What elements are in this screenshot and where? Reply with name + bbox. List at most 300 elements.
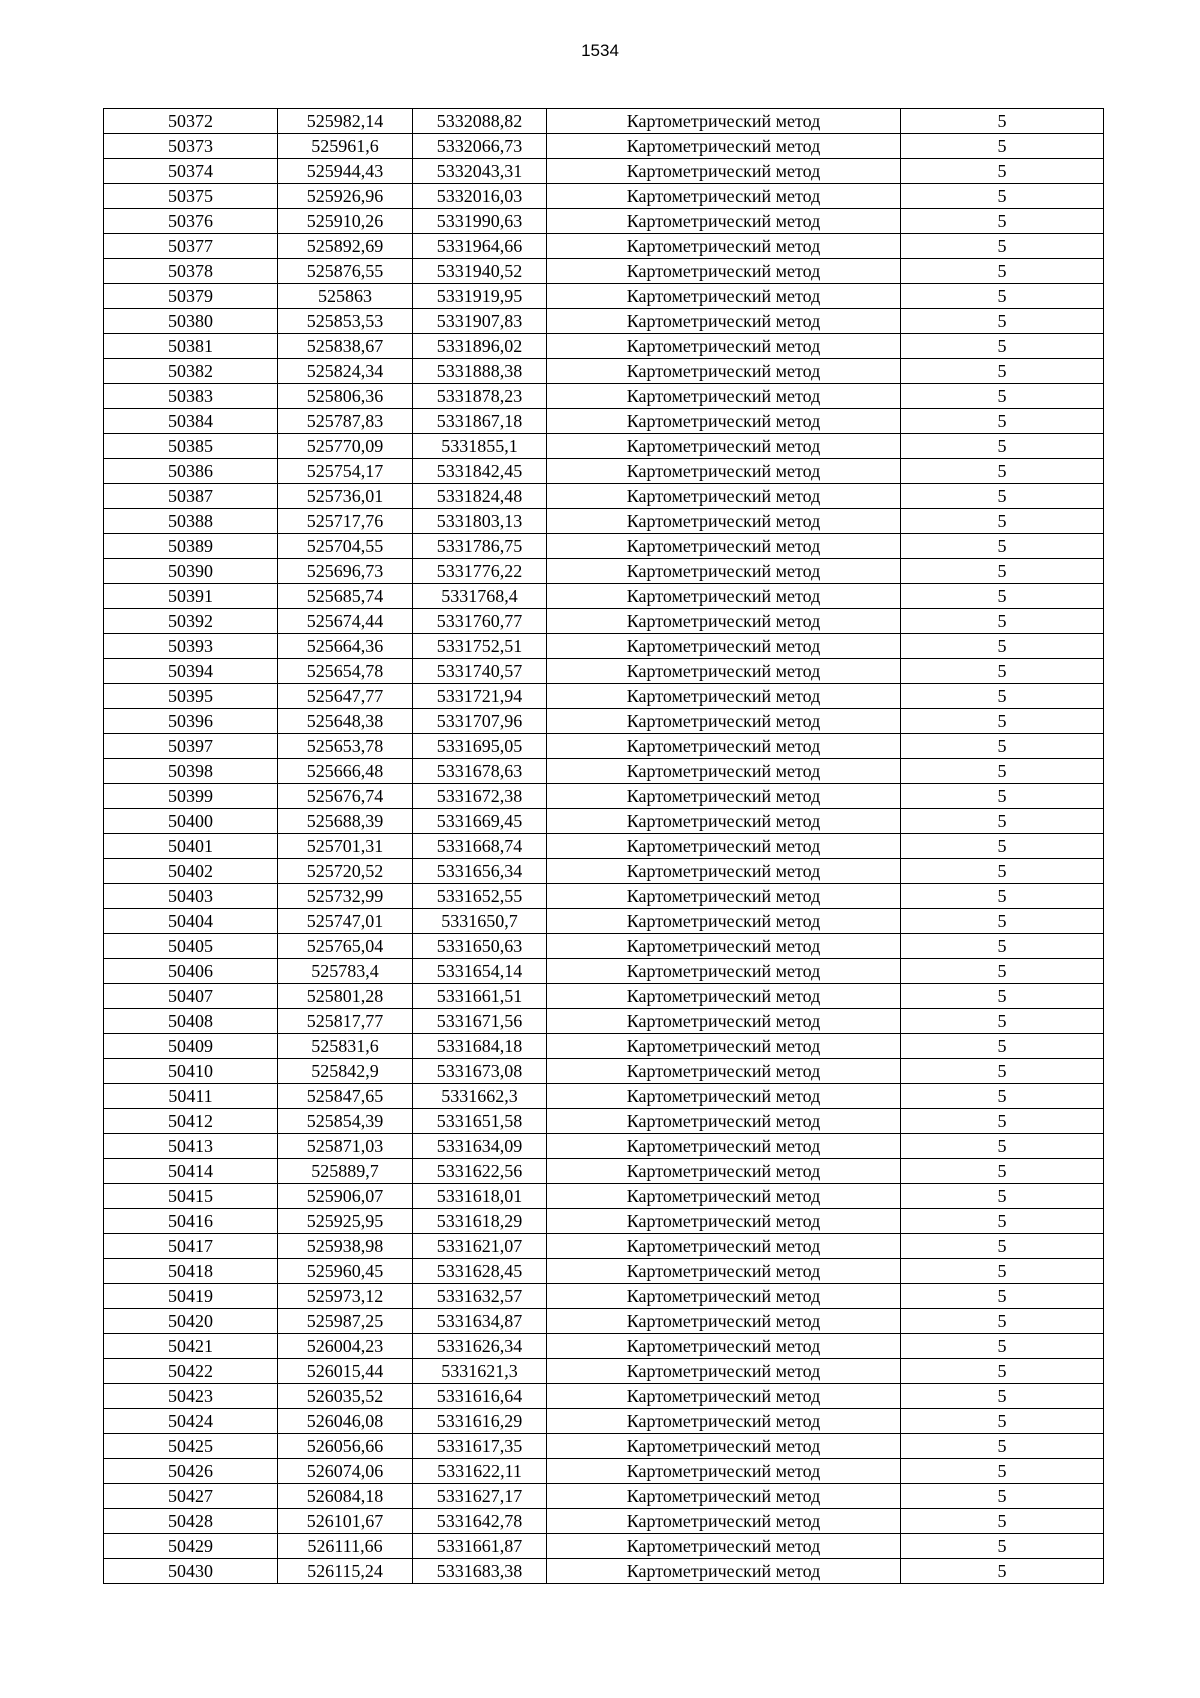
point-number-cell: 50386	[104, 459, 278, 484]
y-coordinate-cell: 5331867,18	[413, 409, 547, 434]
y-coordinate-cell: 5331634,09	[413, 1134, 547, 1159]
x-coordinate-cell: 526101,67	[278, 1509, 413, 1534]
x-coordinate-cell: 525648,38	[278, 709, 413, 734]
accuracy-cell: 5	[901, 559, 1104, 584]
table-row	[104, 1259, 1104, 1284]
accuracy-cell: 5	[901, 1234, 1104, 1259]
table-row	[104, 784, 1104, 809]
x-coordinate-cell: 526004,23	[278, 1334, 413, 1359]
y-coordinate-cell: 5331618,01	[413, 1184, 547, 1209]
table-row	[104, 1459, 1104, 1484]
point-number-cell: 50397	[104, 734, 278, 759]
table-row	[104, 434, 1104, 459]
point-number-cell: 50414	[104, 1159, 278, 1184]
point-number-cell: 50372	[104, 109, 278, 134]
accuracy-cell: 5	[901, 1059, 1104, 1084]
point-number-cell: 50393	[104, 634, 278, 659]
y-coordinate-cell: 5331855,1	[413, 434, 547, 459]
point-number-cell: 50400	[104, 809, 278, 834]
x-coordinate-cell: 525876,55	[278, 259, 413, 284]
y-coordinate-cell: 5331622,56	[413, 1159, 547, 1184]
x-coordinate-cell: 525817,77	[278, 1009, 413, 1034]
table-row	[104, 559, 1104, 584]
x-coordinate-cell: 526115,24	[278, 1559, 413, 1584]
table-row	[104, 1034, 1104, 1059]
x-coordinate-cell: 525787,83	[278, 409, 413, 434]
x-coordinate-cell: 525747,01	[278, 909, 413, 934]
accuracy-cell: 5	[901, 759, 1104, 784]
y-coordinate-cell: 5331964,66	[413, 234, 547, 259]
table-row	[104, 1409, 1104, 1434]
method-cell: Картометрический метод	[547, 259, 901, 284]
table-row	[104, 159, 1104, 184]
method-cell: Картометрический метод	[547, 284, 901, 309]
point-number-cell: 50424	[104, 1409, 278, 1434]
method-cell: Картометрический метод	[547, 834, 901, 859]
y-coordinate-cell: 5331671,56	[413, 1009, 547, 1034]
table-row	[104, 109, 1104, 134]
table-row	[104, 484, 1104, 509]
table-row	[104, 1434, 1104, 1459]
x-coordinate-cell: 525987,25	[278, 1309, 413, 1334]
accuracy-cell: 5	[901, 609, 1104, 634]
table-row	[104, 684, 1104, 709]
method-cell: Картометрический метод	[547, 584, 901, 609]
y-coordinate-cell: 5331803,13	[413, 509, 547, 534]
x-coordinate-cell: 525938,98	[278, 1234, 413, 1259]
point-number-cell: 50420	[104, 1309, 278, 1334]
x-coordinate-cell: 525654,78	[278, 659, 413, 684]
y-coordinate-cell: 5331721,94	[413, 684, 547, 709]
x-coordinate-cell: 525838,67	[278, 334, 413, 359]
y-coordinate-cell: 5331760,77	[413, 609, 547, 634]
method-cell: Картометрический метод	[547, 434, 901, 459]
accuracy-cell: 5	[901, 859, 1104, 884]
table-row	[104, 284, 1104, 309]
method-cell: Картометрический метод	[547, 1284, 901, 1309]
method-cell: Картометрический метод	[547, 1384, 901, 1409]
accuracy-cell: 5	[901, 909, 1104, 934]
point-number-cell: 50404	[104, 909, 278, 934]
x-coordinate-cell: 525847,65	[278, 1084, 413, 1109]
accuracy-cell: 5	[901, 1109, 1104, 1134]
method-cell: Картометрический метод	[547, 559, 901, 584]
y-coordinate-cell: 5331707,96	[413, 709, 547, 734]
accuracy-cell: 5	[901, 734, 1104, 759]
accuracy-cell: 5	[901, 659, 1104, 684]
method-cell: Картометрический метод	[547, 634, 901, 659]
point-number-cell: 50416	[104, 1209, 278, 1234]
method-cell: Картометрический метод	[547, 134, 901, 159]
y-coordinate-cell: 5331642,78	[413, 1509, 547, 1534]
accuracy-cell: 5	[901, 259, 1104, 284]
accuracy-cell: 5	[901, 434, 1104, 459]
x-coordinate-cell: 525853,53	[278, 309, 413, 334]
point-number-cell: 50405	[104, 934, 278, 959]
table-row	[104, 859, 1104, 884]
accuracy-cell: 5	[901, 309, 1104, 334]
x-coordinate-cell: 525685,74	[278, 584, 413, 609]
method-cell: Картометрический метод	[547, 1184, 901, 1209]
accuracy-cell: 5	[901, 1184, 1104, 1209]
x-coordinate-cell: 525653,78	[278, 734, 413, 759]
method-cell: Картометрический метод	[547, 1309, 901, 1334]
x-coordinate-cell: 525926,96	[278, 184, 413, 209]
point-number-cell: 50394	[104, 659, 278, 684]
accuracy-cell: 5	[901, 1359, 1104, 1384]
table-row	[104, 809, 1104, 834]
point-number-cell: 50381	[104, 334, 278, 359]
accuracy-cell: 5	[901, 284, 1104, 309]
accuracy-cell: 5	[901, 484, 1104, 509]
point-number-cell: 50389	[104, 534, 278, 559]
point-number-cell: 50374	[104, 159, 278, 184]
method-cell: Картометрический метод	[547, 509, 901, 534]
x-coordinate-cell: 525906,07	[278, 1184, 413, 1209]
method-cell: Картометрический метод	[547, 1359, 901, 1384]
method-cell: Картометрический метод	[547, 209, 901, 234]
x-coordinate-cell: 525871,03	[278, 1134, 413, 1159]
table-row	[104, 1359, 1104, 1384]
table-row	[104, 384, 1104, 409]
method-cell: Картометрический метод	[547, 1409, 901, 1434]
method-cell: Картометрический метод	[547, 159, 901, 184]
point-number-cell: 50419	[104, 1284, 278, 1309]
x-coordinate-cell: 525736,01	[278, 484, 413, 509]
coordinates-table	[103, 108, 1104, 1584]
x-coordinate-cell: 525717,76	[278, 509, 413, 534]
point-number-cell: 50377	[104, 234, 278, 259]
method-cell: Картометрический метод	[547, 1159, 901, 1184]
method-cell: Картометрический метод	[547, 1484, 901, 1509]
method-cell: Картометрический метод	[547, 1534, 901, 1559]
y-coordinate-cell: 5331752,51	[413, 634, 547, 659]
accuracy-cell: 5	[901, 1559, 1104, 1584]
table-row	[104, 1184, 1104, 1209]
y-coordinate-cell: 5331919,95	[413, 284, 547, 309]
x-coordinate-cell: 525732,99	[278, 884, 413, 909]
table-row	[104, 934, 1104, 959]
method-cell: Картометрический метод	[547, 109, 901, 134]
method-cell: Картометрический метод	[547, 384, 901, 409]
table-row	[104, 1559, 1104, 1584]
y-coordinate-cell: 5331661,87	[413, 1534, 547, 1559]
point-number-cell: 50378	[104, 259, 278, 284]
accuracy-cell: 5	[901, 834, 1104, 859]
point-number-cell: 50385	[104, 434, 278, 459]
page-number: 1534	[581, 41, 619, 60]
method-cell: Картометрический метод	[547, 334, 901, 359]
table-row	[104, 534, 1104, 559]
x-coordinate-cell: 525666,48	[278, 759, 413, 784]
method-cell: Картометрический метод	[547, 359, 901, 384]
y-coordinate-cell: 5331634,87	[413, 1309, 547, 1334]
point-number-cell: 50408	[104, 1009, 278, 1034]
accuracy-cell: 5	[901, 1334, 1104, 1359]
accuracy-cell: 5	[901, 509, 1104, 534]
point-number-cell: 50380	[104, 309, 278, 334]
accuracy-cell: 5	[901, 1009, 1104, 1034]
method-cell: Картометрический метод	[547, 784, 901, 809]
point-number-cell: 50413	[104, 1134, 278, 1159]
point-number-cell: 50417	[104, 1234, 278, 1259]
point-number-cell: 50426	[104, 1459, 278, 1484]
x-coordinate-cell: 525720,52	[278, 859, 413, 884]
table-row	[104, 509, 1104, 534]
method-cell: Картометрический метод	[547, 934, 901, 959]
accuracy-cell: 5	[901, 1534, 1104, 1559]
table-row	[104, 1334, 1104, 1359]
method-cell: Картометрический метод	[547, 1559, 901, 1584]
x-coordinate-cell: 525973,12	[278, 1284, 413, 1309]
point-number-cell: 50415	[104, 1184, 278, 1209]
y-coordinate-cell: 5331896,02	[413, 334, 547, 359]
point-number-cell: 50402	[104, 859, 278, 884]
accuracy-cell: 5	[901, 534, 1104, 559]
table-row	[104, 334, 1104, 359]
x-coordinate-cell: 525696,73	[278, 559, 413, 584]
x-coordinate-cell: 526035,52	[278, 1384, 413, 1409]
accuracy-cell: 5	[901, 1209, 1104, 1234]
point-number-cell: 50425	[104, 1434, 278, 1459]
point-number-cell: 50388	[104, 509, 278, 534]
point-number-cell: 50411	[104, 1084, 278, 1109]
accuracy-cell: 5	[901, 1459, 1104, 1484]
accuracy-cell: 5	[901, 184, 1104, 209]
point-number-cell: 50422	[104, 1359, 278, 1384]
accuracy-cell: 5	[901, 134, 1104, 159]
x-coordinate-cell: 525961,6	[278, 134, 413, 159]
x-coordinate-cell: 526056,66	[278, 1434, 413, 1459]
table-row	[104, 959, 1104, 984]
method-cell: Картометрический метод	[547, 1059, 901, 1084]
accuracy-cell: 5	[901, 1484, 1104, 1509]
accuracy-cell: 5	[901, 959, 1104, 984]
accuracy-cell: 5	[901, 234, 1104, 259]
y-coordinate-cell: 5331621,3	[413, 1359, 547, 1384]
y-coordinate-cell: 5331776,22	[413, 559, 547, 584]
method-cell: Картометрический метод	[547, 1109, 901, 1134]
x-coordinate-cell: 526074,06	[278, 1459, 413, 1484]
method-cell: Картометрический метод	[547, 1259, 901, 1284]
y-coordinate-cell: 5331626,34	[413, 1334, 547, 1359]
x-coordinate-cell: 525701,31	[278, 834, 413, 859]
x-coordinate-cell: 525960,45	[278, 1259, 413, 1284]
accuracy-cell: 5	[901, 584, 1104, 609]
accuracy-cell: 5	[901, 1309, 1104, 1334]
method-cell: Картометрический метод	[547, 309, 901, 334]
table-row	[104, 634, 1104, 659]
accuracy-cell: 5	[901, 1159, 1104, 1184]
y-coordinate-cell: 5331842,45	[413, 459, 547, 484]
method-cell: Картометрический метод	[547, 609, 901, 634]
table-row	[104, 1309, 1104, 1334]
method-cell: Картометрический метод	[547, 859, 901, 884]
x-coordinate-cell: 526046,08	[278, 1409, 413, 1434]
table-row	[104, 734, 1104, 759]
x-coordinate-cell: 525674,44	[278, 609, 413, 634]
accuracy-cell: 5	[901, 409, 1104, 434]
table-row	[104, 1284, 1104, 1309]
table-row	[104, 309, 1104, 334]
x-coordinate-cell: 526015,44	[278, 1359, 413, 1384]
x-coordinate-cell: 525676,74	[278, 784, 413, 809]
point-number-cell: 50382	[104, 359, 278, 384]
method-cell: Картометрический метод	[547, 184, 901, 209]
table-row	[104, 1384, 1104, 1409]
method-cell: Картометрический метод	[547, 459, 901, 484]
point-number-cell: 50429	[104, 1534, 278, 1559]
method-cell: Картометрический метод	[547, 659, 901, 684]
y-coordinate-cell: 5331740,57	[413, 659, 547, 684]
y-coordinate-cell: 5331695,05	[413, 734, 547, 759]
table-row	[104, 609, 1104, 634]
x-coordinate-cell: 526084,18	[278, 1484, 413, 1509]
accuracy-cell: 5	[901, 634, 1104, 659]
table-row	[104, 209, 1104, 234]
x-coordinate-cell: 525831,6	[278, 1034, 413, 1059]
accuracy-cell: 5	[901, 384, 1104, 409]
table-row	[104, 184, 1104, 209]
accuracy-cell: 5	[901, 884, 1104, 909]
method-cell: Картометрический метод	[547, 1134, 901, 1159]
accuracy-cell: 5	[901, 459, 1104, 484]
method-cell: Картометрический метод	[547, 709, 901, 734]
table-row	[104, 1159, 1104, 1184]
point-number-cell: 50379	[104, 284, 278, 309]
x-coordinate-cell: 525806,36	[278, 384, 413, 409]
point-number-cell: 50409	[104, 1034, 278, 1059]
table-row	[104, 1234, 1104, 1259]
y-coordinate-cell: 5331824,48	[413, 484, 547, 509]
y-coordinate-cell: 5332016,03	[413, 184, 547, 209]
coordinates-table-body	[104, 109, 1104, 1584]
method-cell: Картометрический метод	[547, 884, 901, 909]
accuracy-cell: 5	[901, 159, 1104, 184]
accuracy-cell: 5	[901, 209, 1104, 234]
table-row	[104, 459, 1104, 484]
x-coordinate-cell: 525910,26	[278, 209, 413, 234]
x-coordinate-cell: 525704,55	[278, 534, 413, 559]
accuracy-cell: 5	[901, 359, 1104, 384]
y-coordinate-cell: 5332088,82	[413, 109, 547, 134]
y-coordinate-cell: 5331650,7	[413, 909, 547, 934]
table-row	[104, 259, 1104, 284]
accuracy-cell: 5	[901, 684, 1104, 709]
y-coordinate-cell: 5331683,38	[413, 1559, 547, 1584]
method-cell: Картометрический метод	[547, 1434, 901, 1459]
point-number-cell: 50412	[104, 1109, 278, 1134]
point-number-cell: 50406	[104, 959, 278, 984]
y-coordinate-cell: 5331656,34	[413, 859, 547, 884]
y-coordinate-cell: 5331650,63	[413, 934, 547, 959]
point-number-cell: 50407	[104, 984, 278, 1009]
y-coordinate-cell: 5331990,63	[413, 209, 547, 234]
y-coordinate-cell: 5331654,14	[413, 959, 547, 984]
x-coordinate-cell: 525854,39	[278, 1109, 413, 1134]
table-row	[104, 884, 1104, 909]
x-coordinate-cell: 525944,43	[278, 159, 413, 184]
y-coordinate-cell: 5331662,3	[413, 1084, 547, 1109]
y-coordinate-cell: 5331678,63	[413, 759, 547, 784]
y-coordinate-cell: 5331617,35	[413, 1434, 547, 1459]
accuracy-cell: 5	[901, 1509, 1104, 1534]
method-cell: Картометрический метод	[547, 234, 901, 259]
x-coordinate-cell: 525925,95	[278, 1209, 413, 1234]
y-coordinate-cell: 5331628,45	[413, 1259, 547, 1284]
method-cell: Картометрический метод	[547, 484, 901, 509]
table-row	[104, 1009, 1104, 1034]
method-cell: Картометрический метод	[547, 984, 901, 1009]
accuracy-cell: 5	[901, 1384, 1104, 1409]
y-coordinate-cell: 5331888,38	[413, 359, 547, 384]
method-cell: Картометрический метод	[547, 759, 901, 784]
x-coordinate-cell: 525783,4	[278, 959, 413, 984]
x-coordinate-cell: 525765,04	[278, 934, 413, 959]
x-coordinate-cell: 525647,77	[278, 684, 413, 709]
y-coordinate-cell: 5331668,74	[413, 834, 547, 859]
table-row	[104, 1059, 1104, 1084]
y-coordinate-cell: 5331907,83	[413, 309, 547, 334]
point-number-cell: 50391	[104, 584, 278, 609]
x-coordinate-cell: 525982,14	[278, 109, 413, 134]
method-cell: Картометрический метод	[547, 734, 901, 759]
table-row	[104, 584, 1104, 609]
y-coordinate-cell: 5331616,29	[413, 1409, 547, 1434]
y-coordinate-cell: 5331627,17	[413, 1484, 547, 1509]
accuracy-cell: 5	[901, 784, 1104, 809]
table-row	[104, 709, 1104, 734]
accuracy-cell: 5	[901, 934, 1104, 959]
point-number-cell: 50427	[104, 1484, 278, 1509]
table-row	[104, 834, 1104, 859]
accuracy-cell: 5	[901, 984, 1104, 1009]
x-coordinate-cell: 525863	[278, 284, 413, 309]
table-row	[104, 659, 1104, 684]
x-coordinate-cell: 525892,69	[278, 234, 413, 259]
method-cell: Картометрический метод	[547, 1334, 901, 1359]
x-coordinate-cell: 525754,17	[278, 459, 413, 484]
table-row	[104, 1209, 1104, 1234]
method-cell: Картометрический метод	[547, 1234, 901, 1259]
point-number-cell: 50423	[104, 1384, 278, 1409]
y-coordinate-cell: 5331786,75	[413, 534, 547, 559]
method-cell: Картометрический метод	[547, 684, 901, 709]
point-number-cell: 50421	[104, 1334, 278, 1359]
accuracy-cell: 5	[901, 809, 1104, 834]
accuracy-cell: 5	[901, 1284, 1104, 1309]
point-number-cell: 50376	[104, 209, 278, 234]
method-cell: Картометрический метод	[547, 1009, 901, 1034]
point-number-cell: 50403	[104, 884, 278, 909]
point-number-cell: 50399	[104, 784, 278, 809]
table-row	[104, 759, 1104, 784]
method-cell: Картометрический метод	[547, 409, 901, 434]
point-number-cell: 50395	[104, 684, 278, 709]
accuracy-cell: 5	[901, 1434, 1104, 1459]
y-coordinate-cell: 5331651,58	[413, 1109, 547, 1134]
point-number-cell: 50387	[104, 484, 278, 509]
accuracy-cell: 5	[901, 1034, 1104, 1059]
y-coordinate-cell: 5331622,11	[413, 1459, 547, 1484]
y-coordinate-cell: 5331878,23	[413, 384, 547, 409]
y-coordinate-cell: 5331621,07	[413, 1234, 547, 1259]
y-coordinate-cell: 5332043,31	[413, 159, 547, 184]
y-coordinate-cell: 5331768,4	[413, 584, 547, 609]
x-coordinate-cell: 526111,66	[278, 1534, 413, 1559]
accuracy-cell: 5	[901, 709, 1104, 734]
point-number-cell: 50375	[104, 184, 278, 209]
